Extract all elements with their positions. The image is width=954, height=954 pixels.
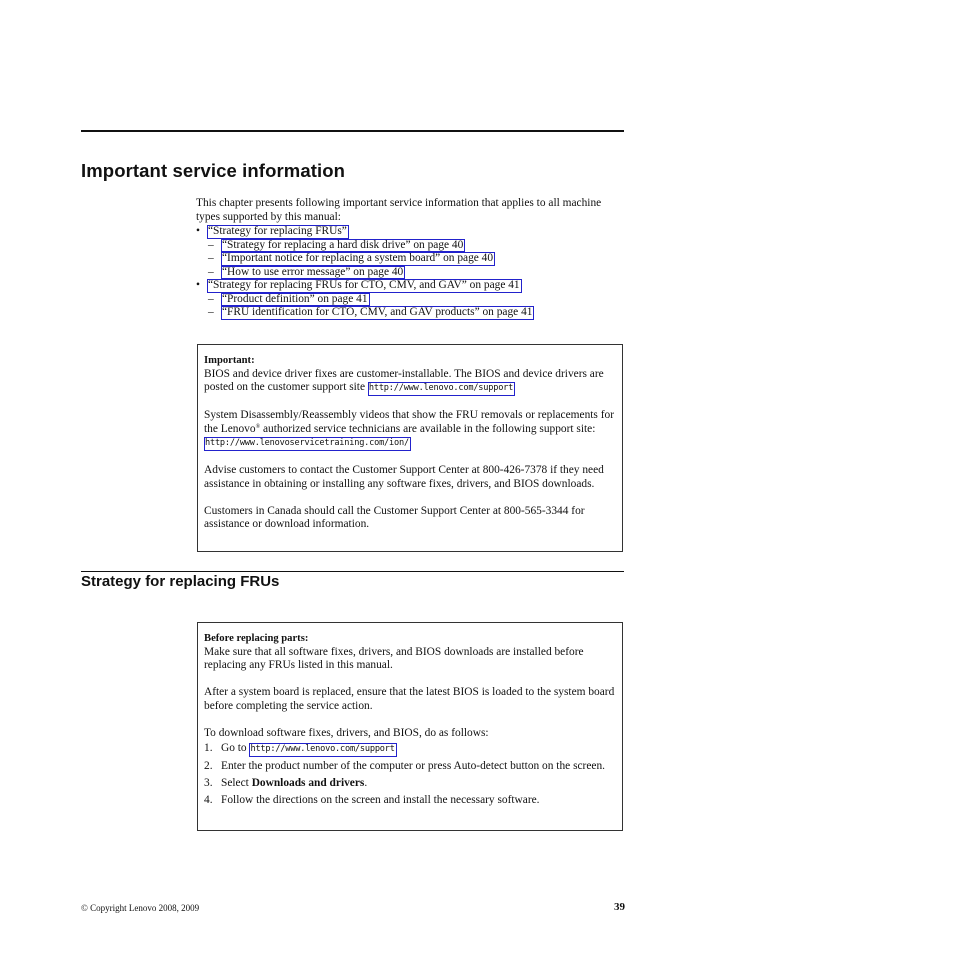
important-paragraph <box>204 368 615 396</box>
step-number: 4. <box>204 794 213 806</box>
videos-paragraph <box>204 409 615 451</box>
bullet-marker: • <box>196 225 200 237</box>
support-center-paragraph: Advise customers to contact the Customer Support Center at 800-426-7378 if they need assistance in obtaining or installing any software fixes, drivers, and BIOS downloads. <box>204 464 604 490</box>
step-text: Go to <box>221 742 250 754</box>
toc-item <box>196 239 626 253</box>
toc-link-strategy-frus[interactable]: “Strategy for replacing FRUs” <box>208 225 347 237</box>
toc-link-product-definition[interactable]: “Product definition” on page 41 <box>222 292 368 305</box>
page-title: Important service information <box>81 160 346 181</box>
videos-text-cont: authorized service technicians are available in the following support site: <box>260 422 596 435</box>
step-number: 1. <box>204 742 213 754</box>
fixes-paragraph: Make sure that all software fixes, drivers, and BIOS downloads are installed before replacing any FRUs listed in this manual. <box>204 645 584 671</box>
toc-item <box>196 225 626 239</box>
page-number: 39 <box>614 901 625 913</box>
videos-text: System Disassembly/Reassembly videos that show the FRU removals or replacements for the Lenovo <box>204 409 614 435</box>
dash-marker: – <box>208 252 214 264</box>
toc-link-fru-identification[interactable]: “FRU identification for CTO, CMV, and GAV products” on page 41 <box>222 306 533 318</box>
important-label: Important: <box>204 355 255 366</box>
system-board-paragraph: After a system board is replaced, ensure that the latest BIOS is loaded to the system board before completing the service action. <box>204 686 615 712</box>
step-emphasis: Downloads and drivers <box>251 777 365 789</box>
support-link[interactable]: http://www.lenovo.com/support <box>249 743 396 757</box>
toc-item <box>196 306 626 320</box>
section-title: Strategy for replacing FRUs <box>81 573 280 590</box>
support-site-link[interactable]: http://www.lenovo.com/support <box>368 382 515 396</box>
dash-marker: – <box>208 265 214 278</box>
toc-item <box>196 266 626 280</box>
intro-paragraph: This chapter presents following important service information that applies to all machine types supported by this manual: <box>196 197 602 223</box>
toc-link-error-message[interactable]: “How to use error message” on page 40 <box>222 265 404 278</box>
copyright-notice: © Copyright Lenovo 2008, 2009 <box>81 903 200 913</box>
dash-marker: – <box>208 238 214 251</box>
toc-link-cto-cmv-gav[interactable]: “Strategy for replacing FRUs for CTO, CMV, and GAV” on page 41 <box>208 279 520 291</box>
step-number: 2. <box>204 760 213 772</box>
toc-link-system-board[interactable]: “Important notice for replacing a system board” on page 40 <box>222 252 494 264</box>
toc-item <box>196 293 626 307</box>
step-text: Follow the directions on the screen and install the necessary software. <box>221 794 540 806</box>
bullet-marker: • <box>196 279 200 291</box>
dash-marker: – <box>208 292 214 305</box>
service-training-link[interactable]: http://www.lenovoservicetraining.com/ion/ <box>204 437 411 451</box>
important-text: BIOS and device driver fixes are customer-installable. The BIOS and device drivers are posted on the customer support site <box>204 367 604 393</box>
download-intro: To download software fixes, drivers, and BIOS, do as follows: <box>204 726 489 739</box>
before-replacing-label: Before replacing parts: <box>204 633 309 644</box>
toc-item <box>196 252 626 266</box>
step-item <box>204 742 615 757</box>
step-item <box>204 760 615 774</box>
canada-paragraph: Customers in Canada should call the Customer Support Center at 800-565-3344 for assistance or download information. <box>204 504 585 530</box>
download-steps <box>204 742 615 808</box>
step-text-end: . <box>364 777 368 789</box>
step-item <box>204 794 615 808</box>
before-replacing-box <box>197 622 623 831</box>
step-item <box>204 777 615 791</box>
dash-marker: – <box>208 306 214 318</box>
chapter-rule <box>81 130 624 132</box>
chapter-contents-list <box>196 225 626 320</box>
registered-mark: ® <box>255 423 261 430</box>
toc-item <box>196 279 626 293</box>
step-number: 3. <box>204 777 213 789</box>
important-notice-box <box>197 344 623 552</box>
step-text: Enter the product number of the computer or press Auto-detect button on the screen. <box>221 760 605 772</box>
toc-link-hard-disk[interactable]: “Strategy for replacing a hard disk drive” on page 40 <box>222 238 464 251</box>
step-text: Select <box>221 777 252 789</box>
